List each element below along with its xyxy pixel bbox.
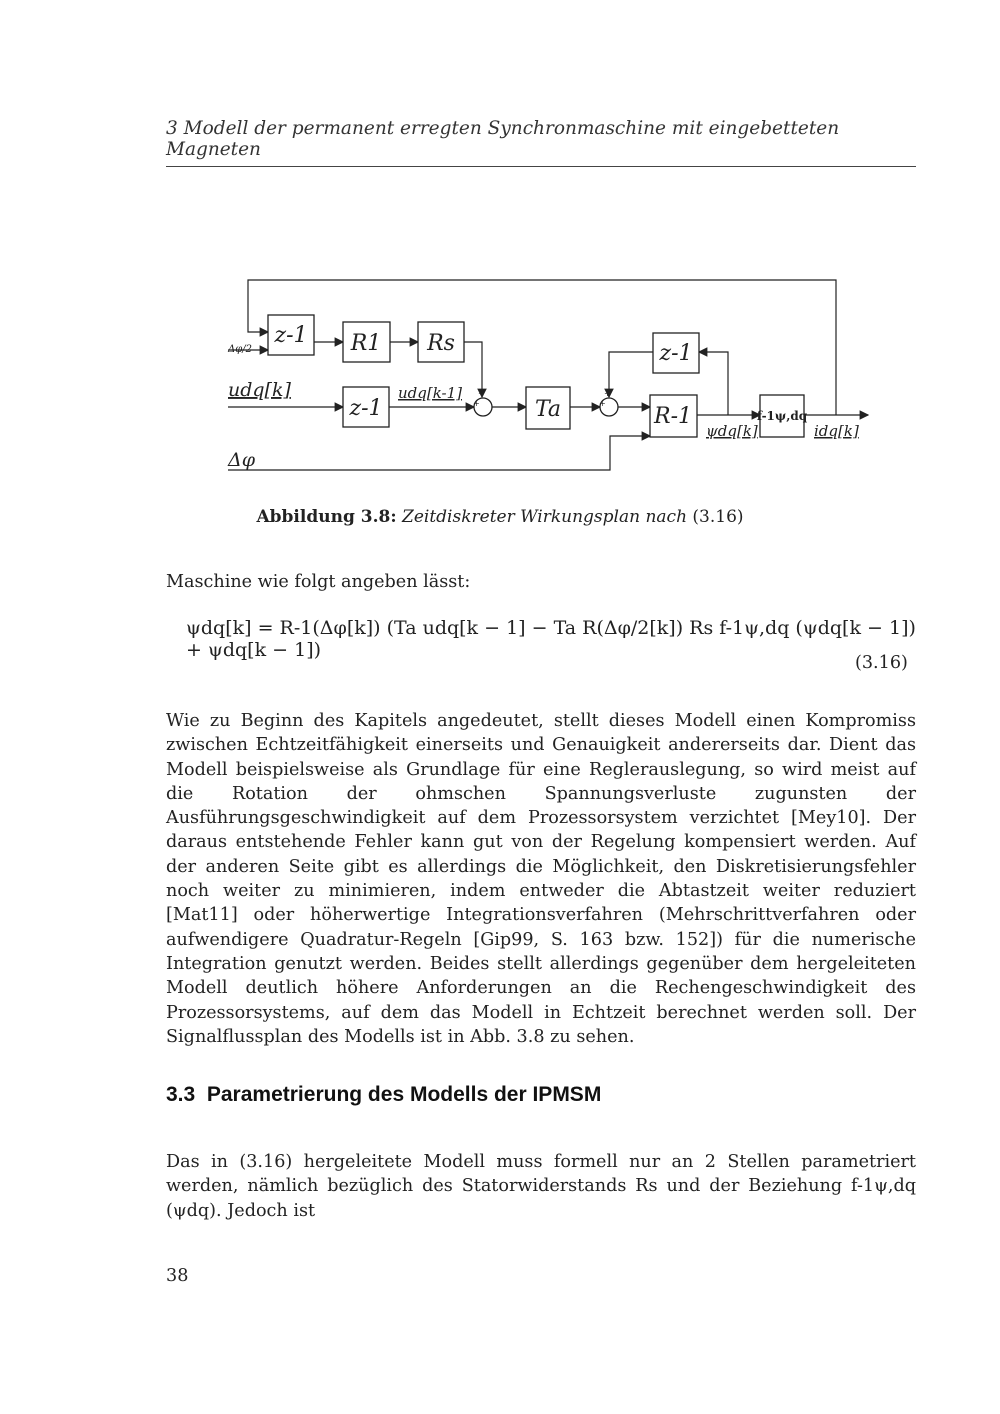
line-psi-zright: [699, 352, 728, 415]
equation: ψdq[k] = R-1(Δφ[k]) (Ta udq[k − 1] − Ta R(Δφ/2[k]) Rs f-1ψ,dq (ψdq[k − 1]) + ψdq[k − 1]): [186, 617, 916, 661]
udq-k-label: udq[k]: [228, 379, 291, 401]
psi-k-label: ψdq[k]: [706, 422, 758, 440]
equation-number: (3.16): [855, 653, 908, 673]
line-dphi: [228, 436, 650, 470]
dphi-half-label: Δφ/2: [228, 344, 252, 355]
z-mid-label: z-1: [349, 396, 383, 421]
plus-sign-2: +: [478, 389, 485, 398]
z-right-label: z-1: [659, 341, 693, 366]
plus-sign-1: +: [473, 399, 480, 408]
section-title: Parametrierung des Modells der IPMSM: [206, 1083, 602, 1106]
r-inv-label: R-1: [654, 404, 692, 429]
idq-k-label: idq[k]: [814, 422, 859, 440]
block-diagram: [220, 270, 870, 485]
line-zright-sum2: [609, 352, 653, 397]
caption-text: Zeitdiskreter Wirkungsplan nach: [402, 507, 688, 527]
z-top-label: z-1: [274, 323, 308, 348]
dphi-label: Δφ: [228, 449, 256, 471]
intro-text: Maschine wie folgt angeben lässt:: [166, 572, 471, 592]
running-header: 3 Modell der permanent erregten Synchronmaschine mit eingebetteten Magneten: [166, 118, 916, 167]
f-inv-label: f-1ψ,dq: [756, 409, 808, 423]
caption-label: Abbildung 3.8:: [256, 507, 397, 527]
udq-k1-label: udq[k-1]: [398, 384, 463, 402]
section-number: 3.3: [166, 1083, 196, 1106]
r-top-label: R1: [350, 331, 382, 356]
caption-ref: (3.16): [692, 507, 744, 527]
body-paragraph-2: Das in (3.16) hergeleitete Modell muss formell nur an 2 Stellen parametriert werden, nämlich bezüglich des Statorwiderstands Rs und der Beziehung f-1ψ,dq (ψdq). Jedoch ist: [166, 1152, 916, 1221]
ta-label: Ta: [534, 397, 562, 422]
figure-caption: [0, 507, 1000, 527]
page-number: 38: [166, 1266, 189, 1286]
rs-label: Rs: [427, 331, 455, 356]
plus-sign-4: +: [604, 389, 611, 398]
body-paragraph-1: Wie zu Beginn des Kapitels angedeutet, stellt dieses Modell einen Kompromiss zwischen Echtzeitfähigkeit einerseits und Genauigkeit andererseits dar. Dient das Modell beispielsweise als Grundlage für eine Reglerauslegung, so wird meist auf die Rotation der ohmschen Spannungsverluste zugunsten der Ausführungsgeschwindigkeit auf dem Prozessorsystem verzichtet [Mey10]. Der daraus entstehende Fehler kann gut von der Regelung kompensiert werden. Auf der anderen Seite gibt es allerdings die Möglichkeit, den Diskretisierungsfehler noch weiter zu minimieren, indem entweder die Abtastzeit weiter reduziert [Mat11] oder höherwertige Integrationsverfahren (Mehrschrittverfahren oder aufwendigere Quadratur-Regeln [Gip99, S. 163 bzw. 152]) für die numerische Integration genutzt werden. Beides stellt allerdings gegenüber dem hergeleiteten Modell deutlich höhere Anforderungen an die Rechengeschwindigkeit des Prozessorsystems, auf dem das Modell in Echtzeit berechnet werden soll. Der Signalflussplan des Modells ist in Abb. 3.8 zu sehen.: [166, 711, 916, 1047]
plus-sign-3: +: [599, 399, 606, 408]
section-heading: [166, 1083, 601, 1107]
